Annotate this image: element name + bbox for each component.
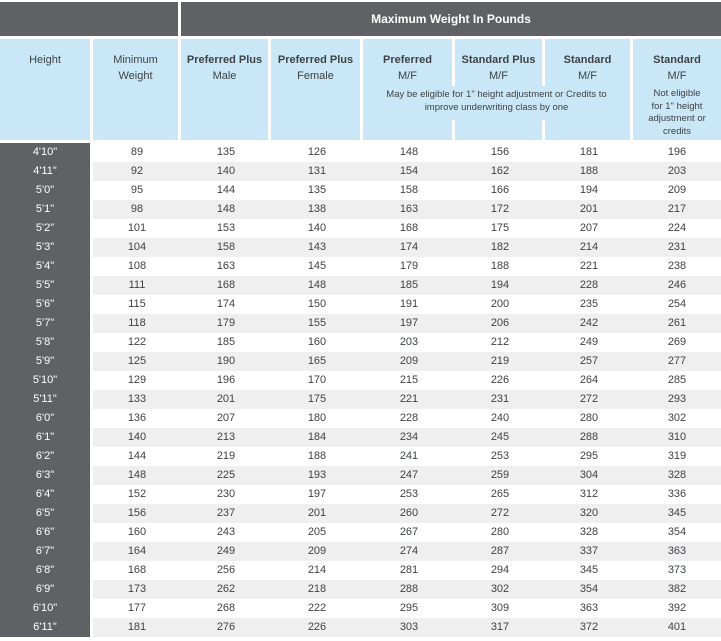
weight-cell: 188: [307, 450, 327, 462]
weight-cell: 317: [490, 621, 510, 633]
column-header-standard: [545, 39, 633, 86]
weight-cell: 264: [579, 374, 599, 386]
table-row: [0, 143, 721, 162]
table-row: [0, 542, 721, 561]
weight-cell: 217: [667, 203, 687, 215]
column-subtitle: Weight: [118, 70, 153, 82]
column-title: Minimum: [113, 54, 158, 66]
weight-cell: 162: [490, 165, 510, 177]
weight-cell: 243: [216, 526, 236, 538]
weight-cell: 224: [667, 222, 687, 234]
height-cell: 5'8": [0, 333, 93, 352]
weight-cell: 122: [127, 336, 147, 348]
weight-cell: 148: [307, 279, 327, 291]
weight-cell: 303: [399, 621, 419, 633]
weight-cell: 190: [216, 355, 236, 367]
weight-cell: 194: [490, 279, 510, 291]
height-cell: 6'11": [0, 618, 93, 637]
weight-cell: 237: [216, 507, 236, 519]
table-row: [0, 561, 721, 580]
height-cell: 5'10": [0, 371, 93, 390]
weight-cell: 175: [307, 393, 327, 405]
height-cell: 6'5": [0, 504, 93, 523]
height-cell: 6'7": [0, 542, 93, 561]
weight-cell: 231: [667, 241, 687, 253]
weight-cell: 131: [307, 165, 327, 177]
weight-cell: 98: [130, 203, 144, 215]
weight-cell: 148: [399, 146, 419, 158]
weight-cell: 92: [130, 165, 144, 177]
weight-cell: 226: [307, 621, 327, 633]
weight-cell: 135: [216, 146, 236, 158]
weight-chart-document: [0, 2, 721, 637]
weight-cell: 185: [399, 279, 419, 291]
weight-cell: 160: [127, 526, 147, 538]
weight-cell: 170: [307, 374, 327, 386]
note-line: adjustment or: [648, 113, 706, 124]
weight-cell: 154: [399, 165, 419, 177]
weight-cell: 253: [490, 450, 510, 462]
weight-cell: 319: [667, 450, 687, 462]
column-title: Standard: [563, 54, 612, 66]
height-cell: 6'1": [0, 428, 93, 447]
table-row: [0, 466, 721, 485]
height-cell: 5'0": [0, 181, 93, 200]
weight-cell: 285: [667, 374, 687, 386]
height-cell: 5'1": [0, 200, 93, 219]
weight-cell: 133: [127, 393, 147, 405]
weight-cell: 213: [216, 431, 236, 443]
table-row: [0, 352, 721, 371]
weight-cell: 280: [490, 526, 510, 538]
weight-cell: 188: [490, 260, 510, 272]
weight-cell: 215: [399, 374, 419, 386]
weight-cell: 168: [127, 564, 147, 576]
weight-cell: 256: [216, 564, 236, 576]
weight-cell: 288: [579, 431, 599, 443]
weight-cell: 194: [579, 184, 599, 196]
weight-cell: 207: [216, 412, 236, 424]
height-cell: 6'4": [0, 485, 93, 504]
weight-cell: 302: [490, 583, 510, 595]
weight-cell: 164: [127, 545, 147, 557]
column-header-standard-plus: [455, 39, 545, 86]
table-row: [0, 238, 721, 257]
column-title: Standard Plus: [461, 54, 536, 66]
weight-cell: 302: [667, 412, 687, 424]
column-header-preferred: [363, 39, 455, 86]
weight-cell: 197: [399, 317, 419, 329]
column-title: Preferred: [383, 54, 432, 66]
table-row: [0, 371, 721, 390]
column-subtitle: M/F: [667, 70, 687, 82]
weight-cell: 144: [127, 450, 147, 462]
height-cell: 6'0": [0, 409, 93, 428]
weight-cell: 163: [216, 260, 236, 272]
weight-cell: 125: [127, 355, 147, 367]
weight-cell: 174: [216, 298, 236, 310]
weight-cell: 277: [667, 355, 687, 367]
note-line: credits: [663, 125, 691, 137]
weight-cell: 196: [667, 146, 687, 158]
weight-cell: 184: [307, 431, 327, 443]
weight-cell: 261: [667, 317, 687, 329]
weight-cell: 181: [579, 146, 599, 158]
weight-cell: 382: [667, 583, 687, 595]
weight-cell: 310: [667, 431, 687, 443]
weight-cell: 272: [579, 393, 599, 405]
weight-cell: 140: [127, 431, 147, 443]
weight-cell: 188: [579, 165, 599, 177]
table-row: [0, 295, 721, 314]
weight-cell: 269: [667, 336, 687, 348]
weight-cell: 205: [307, 526, 327, 538]
weight-cell: 328: [667, 469, 687, 481]
weight-cell: 241: [399, 450, 419, 462]
weight-cell: 249: [216, 545, 236, 557]
weight-cell: 175: [490, 222, 510, 234]
weight-cell: 228: [579, 279, 599, 291]
weight-cell: 267: [399, 526, 419, 538]
weight-cell: 345: [667, 507, 687, 519]
weight-cell: 150: [307, 298, 327, 310]
table-row: [0, 257, 721, 276]
weight-cell: 181: [127, 621, 147, 633]
weight-cell: 228: [399, 412, 419, 424]
weight-cell: 203: [667, 165, 687, 177]
weight-cell: 158: [216, 241, 236, 253]
weight-cell: 230: [216, 488, 236, 500]
weight-cell: 337: [579, 545, 599, 557]
weight-cell: 166: [490, 184, 510, 196]
weight-cell: 257: [579, 355, 599, 367]
weight-cell: 144: [216, 184, 236, 196]
column-header-preferred-plus-female: [271, 39, 363, 140]
weight-cell: 214: [579, 241, 599, 253]
column-subtitle: Male: [212, 70, 237, 82]
weight-cell: 185: [216, 336, 236, 348]
table-body: [0, 143, 721, 637]
weight-cell: 336: [667, 488, 687, 500]
weight-cell: 174: [399, 241, 419, 253]
table-row: [0, 314, 721, 333]
weight-cell: 200: [490, 298, 510, 310]
weight-cell: 145: [307, 260, 327, 272]
column-header-preferred-plus-male: [181, 39, 271, 140]
weight-cell: 222: [307, 602, 327, 614]
column-title: Standard: [653, 54, 701, 66]
weight-cell: 281: [399, 564, 419, 576]
height-cell: 5'5": [0, 276, 93, 295]
weight-cell: 140: [216, 165, 236, 177]
weight-cell: 152: [127, 488, 147, 500]
table-row: [0, 219, 721, 238]
weight-cell: 203: [399, 336, 419, 348]
weight-cell: 196: [216, 374, 236, 386]
weight-cell: 221: [399, 393, 419, 405]
weight-cell: 191: [399, 298, 419, 310]
weight-cell: 320: [579, 507, 599, 519]
weight-cell: 287: [490, 545, 510, 557]
weight-cell: 153: [216, 222, 236, 234]
weight-cell: 235: [579, 298, 599, 310]
height-cell: 4'10": [0, 143, 93, 162]
weight-cell: 354: [579, 583, 599, 595]
weight-cell: 168: [216, 279, 236, 291]
weight-cell: 193: [307, 469, 327, 481]
note-line: for 1" height: [651, 100, 703, 112]
column-subtitle: M/F: [398, 70, 417, 82]
table-row: [0, 390, 721, 409]
height-cell: 6'3": [0, 466, 93, 485]
weight-cell: 158: [399, 184, 419, 196]
weight-cell: 182: [490, 241, 510, 253]
height-cell: 5'9": [0, 352, 93, 371]
table-row: [0, 504, 721, 523]
weight-cell: 226: [490, 374, 510, 386]
weight-cell: 373: [667, 564, 687, 576]
table-row: [0, 428, 721, 447]
weight-cell: 221: [579, 260, 599, 272]
table-row: [0, 276, 721, 295]
column-header-standard-last: [633, 39, 721, 86]
title-bar: [0, 2, 721, 36]
weight-cell: 231: [490, 393, 510, 405]
weight-cell: 345: [579, 564, 599, 576]
table-row: [0, 599, 721, 618]
weight-cell: 104: [127, 241, 147, 253]
title-bar-spacer: [0, 2, 181, 36]
weight-cell: 274: [399, 545, 419, 557]
weight-cell: 262: [216, 583, 236, 595]
weight-cell: 89: [130, 146, 144, 158]
table-title: Maximum Weight In Pounds: [181, 2, 721, 36]
weight-cell: 148: [127, 469, 147, 481]
weight-cell: 163: [399, 203, 419, 215]
weight-cell: 156: [490, 146, 510, 158]
weight-cell: 108: [127, 260, 147, 272]
height-cell: 6'8": [0, 561, 93, 580]
weight-cell: 173: [127, 583, 147, 595]
weight-cell: 179: [399, 260, 419, 272]
weight-cell: 219: [490, 355, 510, 367]
weight-cell: 260: [399, 507, 419, 519]
table-row: [0, 409, 721, 428]
weight-cell: 309: [490, 602, 510, 614]
table-row: [0, 618, 721, 637]
height-cell: 6'9": [0, 580, 93, 599]
note-line: May be eligible for 1" height adjustment or Credits to: [386, 89, 607, 100]
weight-cell: 209: [399, 355, 419, 367]
column-header-row: [0, 39, 721, 140]
weight-cell: 138: [307, 203, 327, 215]
weight-cell: 259: [490, 469, 510, 481]
weight-cell: 363: [667, 545, 687, 557]
height-cell: 5'6": [0, 295, 93, 314]
height-cell: 5'2": [0, 219, 93, 238]
table-row: [0, 447, 721, 466]
weight-cell: 177: [127, 602, 147, 614]
weight-cell: 268: [216, 602, 236, 614]
weight-cell: 111: [128, 279, 146, 291]
weight-cell: 148: [216, 203, 236, 215]
weight-cell: 294: [490, 564, 510, 576]
weight-cell: 218: [307, 583, 327, 595]
column-subtitle: Female: [297, 70, 334, 82]
weight-cell: 212: [490, 336, 510, 348]
column-title: Preferred Plus: [186, 54, 263, 66]
weight-cell: 392: [667, 602, 687, 614]
weight-cell: 135: [307, 184, 327, 196]
weight-cell: 180: [307, 412, 327, 424]
weight-cell: 140: [307, 222, 327, 234]
weight-cell: 168: [399, 222, 419, 234]
weight-cell: 165: [307, 355, 327, 367]
weight-cell: 240: [490, 412, 510, 424]
weight-cell: 354: [667, 526, 687, 538]
header-filler: [363, 120, 455, 140]
note-line: Not eligible: [653, 88, 701, 99]
table-row: [0, 333, 721, 352]
column-title: Preferred Plus: [277, 54, 354, 66]
weight-cell: 253: [399, 488, 419, 500]
weight-cell: 201: [579, 203, 599, 215]
column-subtitle: M/F: [489, 70, 508, 82]
weight-cell: 95: [130, 184, 144, 196]
table-row: [0, 162, 721, 181]
weight-cell: 246: [667, 279, 687, 291]
weight-cell: 129: [127, 374, 147, 386]
height-cell: 5'7": [0, 314, 93, 333]
weight-cell: 372: [579, 621, 599, 633]
weight-cell: 265: [490, 488, 510, 500]
height-cell: 6'6": [0, 523, 93, 542]
weight-cell: 254: [667, 298, 687, 310]
weight-cell: 295: [579, 450, 599, 462]
weight-cell: 288: [399, 583, 419, 595]
weight-cell: 172: [490, 203, 510, 215]
weight-cell: 155: [307, 317, 327, 329]
weight-cell: 214: [307, 564, 327, 576]
weight-cell: 126: [307, 146, 327, 158]
table-row: [0, 200, 721, 219]
weight-cell: 272: [490, 507, 510, 519]
weight-cell: 136: [127, 412, 147, 424]
weight-cell: 234: [399, 431, 419, 443]
height-cell: 4'11": [0, 162, 93, 181]
weight-cell: 295: [399, 602, 419, 614]
weight-cell: 328: [579, 526, 599, 538]
eligibility-note: [363, 86, 633, 120]
height-cell: 6'2": [0, 447, 93, 466]
weight-cell: 401: [667, 621, 687, 633]
weight-cell: 209: [667, 184, 687, 196]
weight-cell: 206: [490, 317, 510, 329]
weight-cell: 101: [127, 222, 147, 234]
weight-cell: 118: [128, 317, 146, 329]
weight-cell: 293: [667, 393, 687, 405]
weight-cell: 304: [579, 469, 599, 481]
weight-cell: 245: [490, 431, 510, 443]
weight-cell: 179: [216, 317, 236, 329]
weight-cell: 363: [579, 602, 599, 614]
height-cell: 5'11": [0, 390, 93, 409]
weight-cell: 280: [579, 412, 599, 424]
weight-cell: 312: [579, 488, 599, 500]
not-eligible-note: [633, 86, 721, 140]
weight-cell: 209: [307, 545, 327, 557]
column-header-minimum-weight: [93, 39, 181, 140]
height-cell: 5'4": [0, 257, 93, 276]
table-row: [0, 485, 721, 504]
weight-cell: 276: [216, 621, 236, 633]
weight-cell: 201: [216, 393, 236, 405]
header-filler: [545, 120, 633, 140]
table-row: [0, 523, 721, 542]
weight-cell: 242: [579, 317, 599, 329]
weight-cell: 156: [127, 507, 147, 519]
weight-cell: 143: [307, 241, 327, 253]
weight-cell: 238: [667, 260, 687, 272]
height-cell: 6'10": [0, 599, 93, 618]
weight-cell: 247: [399, 469, 419, 481]
header-filler: [455, 120, 545, 140]
weight-cell: 197: [307, 488, 327, 500]
weight-cell: 115: [128, 298, 146, 310]
weight-cell: 207: [579, 222, 599, 234]
table-row: [0, 580, 721, 599]
weight-cell: 219: [216, 450, 236, 462]
height-cell: 5'3": [0, 238, 93, 257]
weight-cell: 201: [307, 507, 327, 519]
weight-cell: 249: [579, 336, 599, 348]
weight-cell: 160: [307, 336, 327, 348]
column-title: Height: [29, 54, 61, 66]
column-subtitle: M/F: [578, 70, 597, 82]
note-line: improve underwriting class by one: [424, 101, 569, 113]
column-header-height: [0, 39, 93, 140]
weight-cell: 225: [216, 469, 236, 481]
table-row: [0, 181, 721, 200]
